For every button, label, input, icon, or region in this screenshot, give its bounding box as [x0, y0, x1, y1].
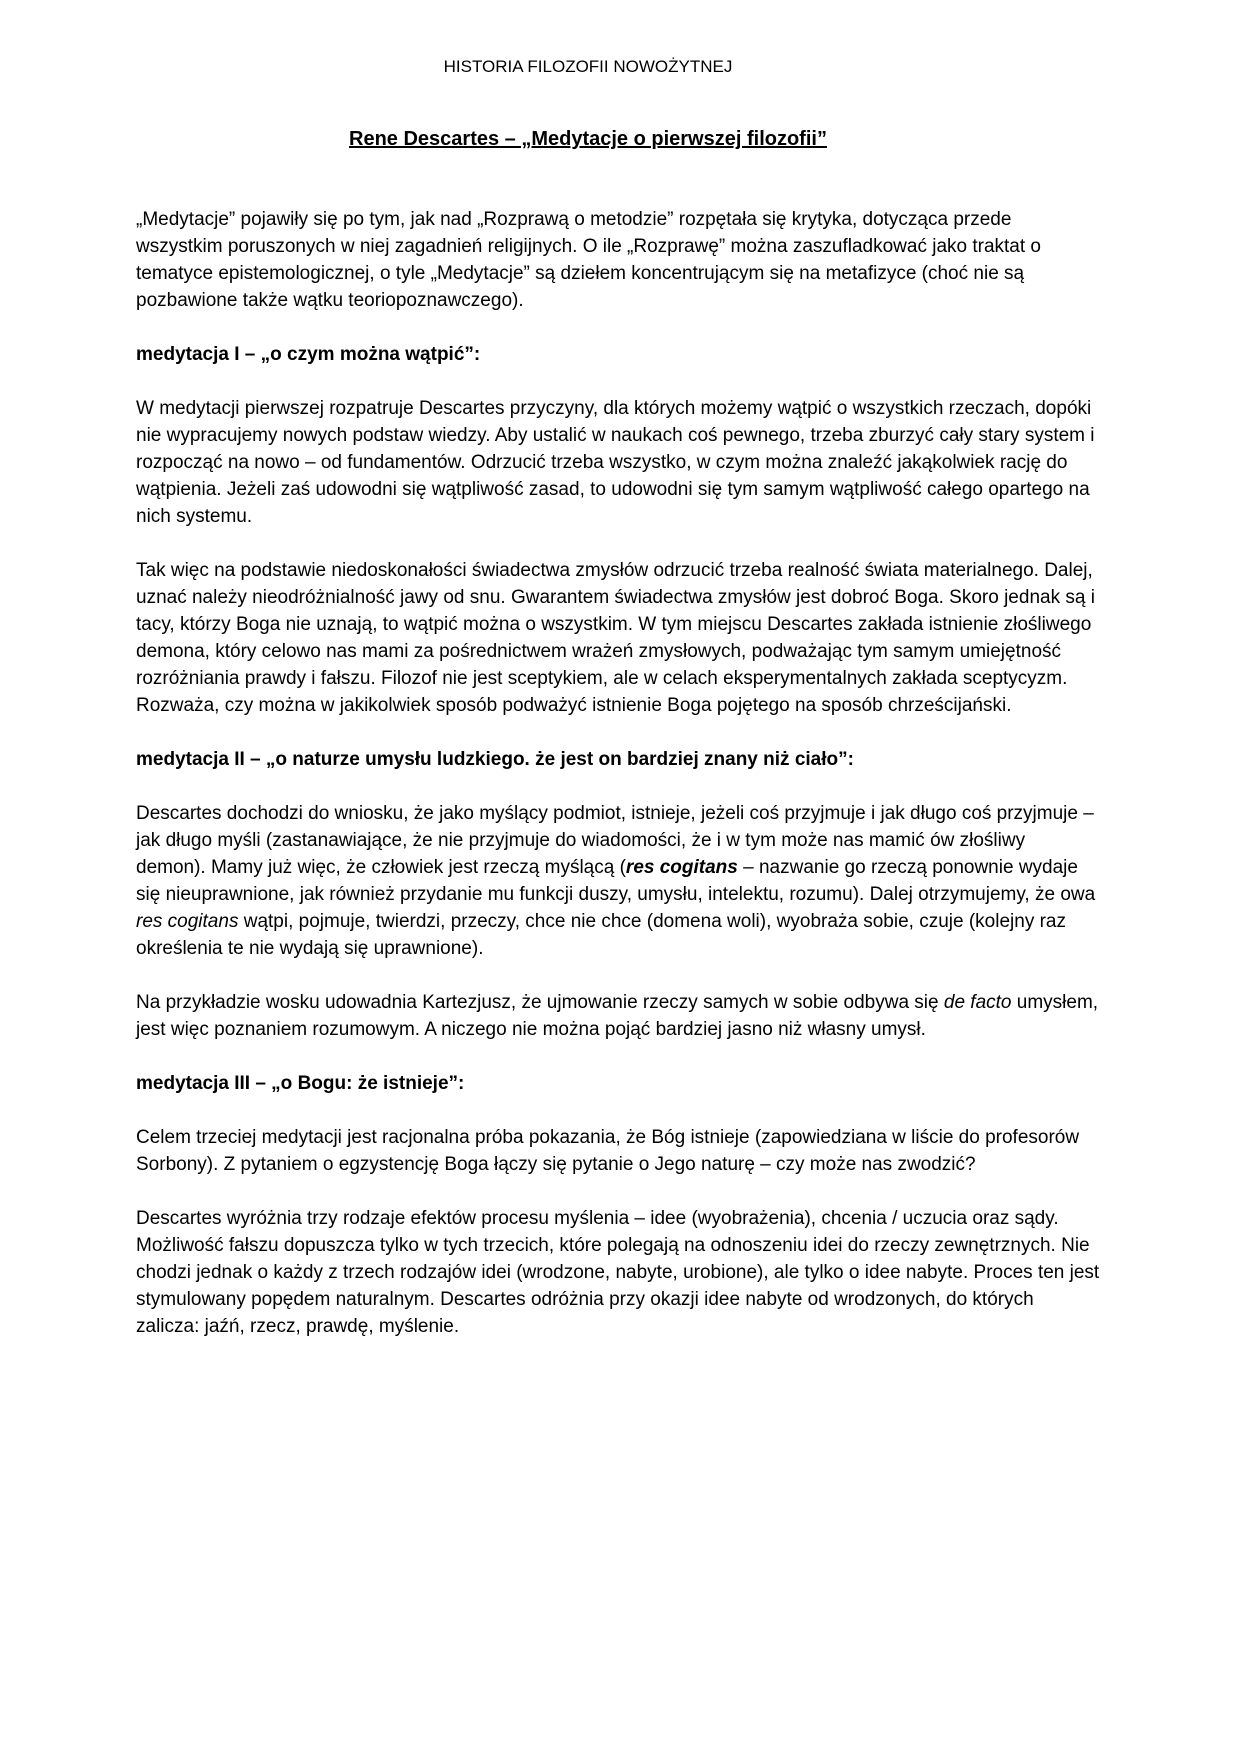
section-heading: [136, 746, 1100, 773]
text-segment: medytacja III – „o Bogu: że istnieje”:: [136, 1073, 465, 1094]
paragraph: [136, 1124, 1100, 1178]
text-segment: – nazwanie go rzeczą ponownie wydaje się nieuprawnione, jak również przydanie mu funkcji duszy, umysłu, intelektu, rozumu). Dalej otrzymujemy, że owa: [136, 857, 1096, 905]
text-segment: Descartes wyróżnia trzy rodzaje efektów procesu myślenia – idee (wyobrażenia), chcenia / uczucia oraz sądy. Możliwość fałszu dopuszcza tylko w tych trzecich, które polegają na odnoszeniu idei do rzeczy zewnętrznych. Nie chodzi jednak o każdy z trzech rodzajów idei (wrodzone, nabyte, urobione), ale tylko o idee nabyte. Proces ten jest stymulowany popędem naturalnym. Descartes odróżnia przy okazji idee nabyte od wrodzonych, do których zalicza: jaźń, rzecz, prawdę, myślenie.: [136, 1208, 1100, 1337]
text-segment: medytacja II – „o naturze umysłu ludzkiego. że jest on bardziej znany niż ciało”:: [136, 749, 854, 770]
section-heading: [136, 1070, 1100, 1097]
paragraph: [136, 989, 1100, 1043]
document-body: [136, 206, 1100, 1340]
paragraph: [136, 800, 1100, 962]
text-segment: medytacja I – „o czym można wątpić”:: [136, 344, 481, 365]
section-heading: [136, 341, 1100, 368]
document-title: Rene Descartes – „Medytacje o pierwszej filozofii”: [349, 128, 827, 150]
text-segment: Celem trzeciej medytacji jest racjonalna próba pokazania, że Bóg istnieje (zapowiedziana w liście do profesorów Sorbony). Z pytaniem o egzystencję Boga łączy się pytanie o Jego naturę – czy może nas zwodzić?: [136, 1127, 1080, 1175]
text-segment: umysłem, jest więc poznaniem rozumowym. A niczego nie można pojąć bardziej jasno niż własny umysł.: [136, 992, 1099, 1040]
paragraph: [136, 395, 1100, 530]
text-segment: de facto: [943, 992, 1012, 1013]
text-segment: res cogitans: [136, 911, 239, 932]
text-segment: „Medytacje” pojawiły się po tym, jak nad „Rozprawą o metodzie” rozpętała się krytyka, dotycząca przede wszystkim poruszonych w niej zagadnień religijnych. O ile „Rozprawę” można zaszufladkować jako traktat o tematyce epistemologicznej, o tyle „Medytacje” są dziełem koncentrującym się na metafizyce (choć nie są pozbawione także wątku teoriopoznawczego).: [136, 209, 1041, 311]
paragraph: [136, 1205, 1100, 1340]
paragraph: [136, 557, 1100, 719]
text-segment: Descartes dochodzi do wniosku, że jako myślący podmiot, istnieje, jeżeli coś przyjmuje i jak długo coś przyjmuje – jak długo myśli (zastanawiające, że nie przyjmuje do wiadomości, że i w tym może nas mamić ów złośliwy demon). Mamy już więc, że człowiek jest rzeczą myślącą (: [136, 803, 1094, 878]
text-segment: res cogitans: [625, 857, 738, 878]
text-segment: Na przykładzie wosku udowadnia Kartezjusz, że ujmowanie rzeczy samych w sobie odbywa się: [136, 992, 944, 1013]
text-segment: W medytacji pierwszej rozpatruje Descartes przyczyny, dla których możemy wątpić o wszystkich rzeczach, dopóki nie wypracujemy nowych podstaw wiedzy. Aby ustalić w naukach coś pewnego, trzeba zburzyć cały stary system i rozpocząć na nowo – od fundamentów. Odrzucić trzeba wszystko, w czym można znaleźć jakąkolwiek rację do wątpienia. Jeżeli zaś udowodni się wątpliwość zasad, to udowodni się tym samym wątpliwość całego opartego na nich systemu.: [136, 398, 1095, 527]
running-header: HISTORIA FILOZOFII NOWOŻYTNEJ: [443, 57, 733, 76]
text-segment: wątpi, pojmuje, twierdzi, przeczy, chce nie chce (domena woli), wyobraża sobie, czuje (kolejny raz określenia te nie wydają się uprawnione).: [136, 911, 1067, 959]
text-segment: Tak więc na podstawie niedoskonałości świadectwa zmysłów odrzucić trzeba realność świata materialnego. Dalej, uznać należy nieodróżnialność jawy od snu. Gwarantem świadectwa zmysłów jest dobroć Boga. Skoro jednak są i tacy, którzy Boga nie uznają, to wątpić można o wszystkim. W tym miejscu Descartes zakłada istnienie złośliwego demona, który celowo nas mami za pośrednictwem wrażeń zmysłowych, podważając tym samym umiejętność rozróżniania prawdy i fałszu. Filozof nie jest sceptykiem, ale w celach eksperymentalnych zakłada sceptycyzm. Rozważa, czy można w jakikolwiek sposób podważyć istnienie Boga pojętego na sposób chrześcijański.: [136, 560, 1095, 716]
paragraph: [136, 206, 1100, 314]
